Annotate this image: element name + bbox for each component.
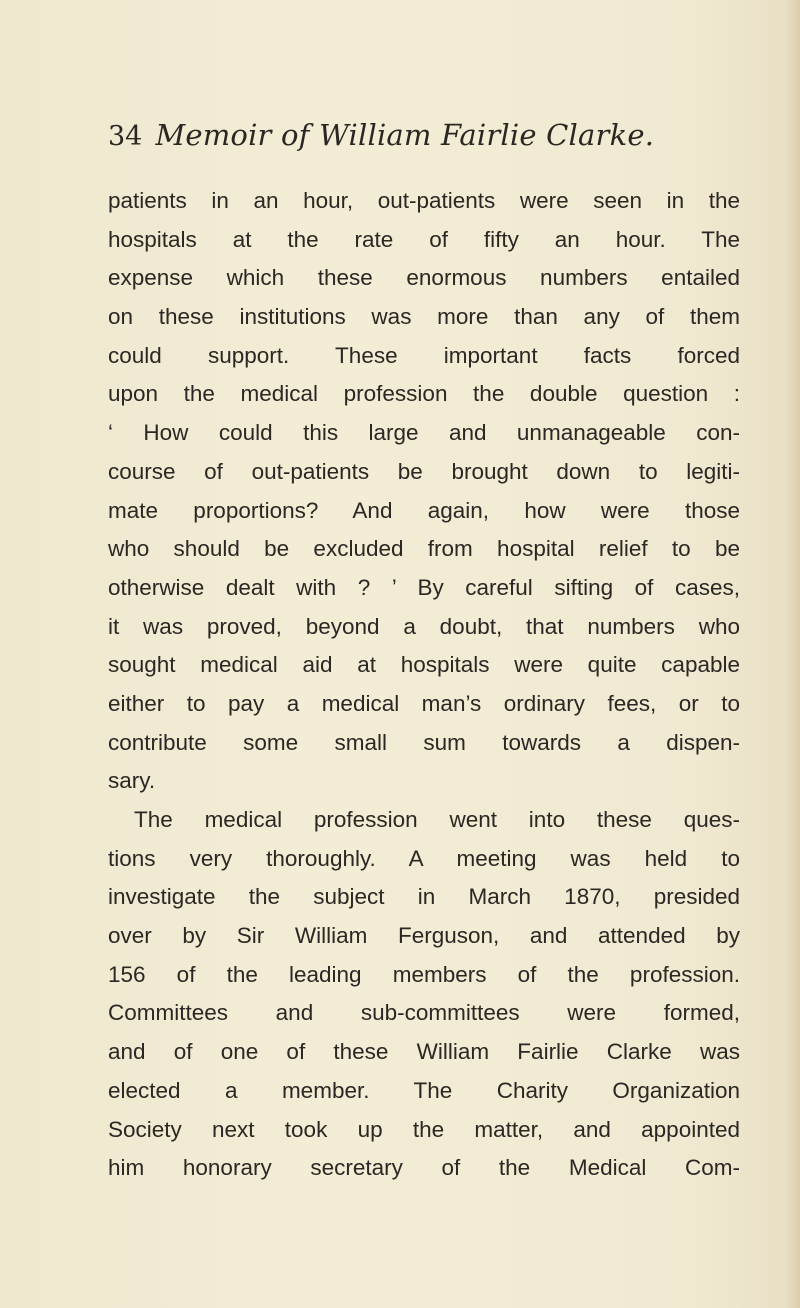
text-line: upon the medical profession the double question : [108, 381, 740, 407]
text-line: on these institutions was more than any of them [108, 304, 740, 330]
body-text [108, 182, 740, 1188]
page-number: 34 [108, 121, 143, 152]
text-line: course of out-patients be brought down to legiti- [108, 458, 740, 484]
running-header [108, 118, 728, 164]
text-line: elected a member. The Charity Organization [108, 1077, 740, 1103]
text-line: 156 of the leading members of the profession. [108, 961, 740, 987]
text-line: The medical profession went into these ques- [134, 807, 740, 832]
text-line: ‘ How could this large and unmanageable con- [108, 420, 740, 446]
text-line: could support. These important facts forced [108, 342, 740, 368]
text-line: tions very thoroughly. A meeting was held to [108, 845, 740, 871]
text-line: hospitals at the rate of fifty an hour. The [108, 226, 740, 252]
text-line: Society next took up the matter, and appointed [108, 1116, 740, 1142]
text-line: it was proved, beyond a doubt, that numbers who [108, 613, 740, 639]
text-line: sary. [108, 768, 156, 794]
text-line: him honorary secretary of the Medical Com- [108, 1155, 740, 1181]
text-line: investigate the subject in March 1870, presided [108, 884, 740, 910]
text-line: Committees and sub-committees were formed, [108, 1000, 740, 1026]
text-line: otherwise dealt with ? ’ By careful sifting of cases, [108, 574, 740, 600]
text-line: sought medical aid at hospitals were quite capable [108, 652, 740, 678]
text-line: contribute some small sum towards a dispen- [108, 729, 740, 755]
text-line: expense which these enormous numbers entailed [108, 265, 740, 291]
text-line: who should be excluded from hospital relief to be [108, 536, 740, 562]
text-line: either to pay a medical man’s ordinary fees, or to [108, 690, 740, 716]
text-line: over by Sir William Ferguson, and attended by [108, 923, 740, 949]
text-line: and of one of these William Fairlie Clarke was [108, 1039, 740, 1065]
text-line: patients in an hour, out-patients were seen in the [108, 188, 740, 213]
text-line: mate proportions? And again, how were those [108, 497, 740, 523]
page-edge-shadow [786, 0, 800, 1308]
running-title: Memoir of William Fairlie Clarke. [155, 118, 655, 152]
